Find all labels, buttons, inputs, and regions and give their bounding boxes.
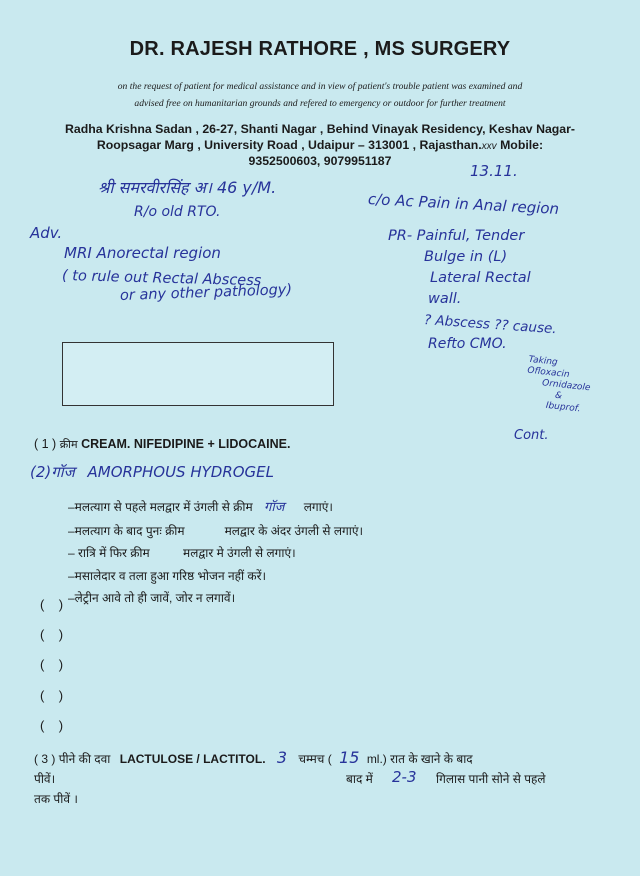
abscess-note: ? Abscess ?? cause. <box>423 312 558 338</box>
medication-2: Ornidazole <box>541 378 591 394</box>
pr-line-4: wall. <box>428 291 462 307</box>
advice-label: Adv. <box>30 224 63 242</box>
continue-note: Cont. <box>514 428 549 443</box>
instruction-4: –मसालेदार व तला हुआ गरिष्ठ भोजन नहीं करें। <box>68 568 267 583</box>
intro-line-2: advised free on humanitarian grounds and refered to emergency or outdoor for further treatment <box>134 98 506 109</box>
patient-details: श्री समरवीरसिंह अ। 46 y/M. <box>98 178 277 197</box>
application-instructions <box>68 496 363 610</box>
blank-slot: ( ) <box>40 718 64 733</box>
instruction-1-end: लगाएं। <box>303 500 333 514</box>
item-3-line-3: तक पीवें । <box>34 792 78 806</box>
blank-slot: ( ) <box>40 657 64 672</box>
spoon-count: 3 <box>276 748 288 767</box>
chief-complaint: c/o Ac Pain in Anal region <box>367 190 560 219</box>
advice-line-2: ( to rule out Rectal Abscess <box>61 268 262 290</box>
referral-note: Refto CMO. <box>428 336 507 352</box>
taking-label: Taking <box>528 354 559 368</box>
medication-3: Ibuprof. <box>545 400 582 415</box>
item-3-drug: LACTULOSE / LACTITOL. <box>119 752 266 766</box>
visit-date: 13.11. <box>470 162 518 180</box>
item-3-line-2 <box>34 769 594 789</box>
patient-residence: R/o old RTO. <box>134 204 221 220</box>
blank-slot: ( ) <box>40 597 64 612</box>
pr-line-2: Bulge in (L) <box>424 249 508 265</box>
item-3-water: गिलास पानी सोने से पहले <box>436 772 546 786</box>
current-medications <box>523 355 593 416</box>
glass-count: 2-3 <box>392 768 417 786</box>
doctor-name-heading: DR. RAJESH RATHORE , MS SURGERY <box>129 38 511 60</box>
item-2-drug: AMORPHOUS HYDROGEL <box>87 463 275 481</box>
instruction-5: –लेट्रीन आवे तो ही जावें, जोर न लगावें। <box>68 591 236 605</box>
blank-slot: ( ) <box>40 688 64 703</box>
prescription-item-2 <box>30 462 274 482</box>
intro-statement <box>50 78 590 112</box>
blank-box <box>62 342 334 406</box>
mobile-label: Mobile: <box>500 137 544 152</box>
blank-slot: ( ) <box>40 627 64 642</box>
item-1-type: क्रीम <box>59 439 78 451</box>
medication-1: Ofloxacin <box>526 365 571 381</box>
item-2-prefix: (2)गॉज <box>30 463 75 481</box>
instruction-3: – रात्रि में फिर क्रीम मलद्वार मे उंगली से लगाएं। <box>68 546 296 560</box>
medication-joiner: & <box>554 390 563 402</box>
prescription-item-1 <box>34 437 290 452</box>
instruction-1-fill: गॉज <box>264 500 285 515</box>
advice-line-3: or any other pathology) <box>119 281 293 304</box>
item-3-spoon: चम्मच ( <box>298 752 332 766</box>
prescription-item-3 <box>34 748 594 809</box>
item-3-line-1 <box>34 748 594 769</box>
address-line-2 <box>38 138 602 155</box>
intro-line-1: on the request of patient for medical assistance and in view of patient's trouble patient was examined and <box>117 81 523 92</box>
item-3-drink: पीवें। <box>34 772 56 786</box>
item-3-dose: ml.) रात के खाने के बाद <box>366 752 473 766</box>
instruction-1-text: –मलत्याग से पहले मलद्वार में उंगली से क्रीम <box>68 500 253 514</box>
phone-numbers: 9352500603, 9079951187 <box>248 154 392 168</box>
instruction-1 <box>68 496 363 520</box>
item-3-text: पीने की दवा <box>58 752 111 766</box>
item-1-drug: CREAM. NIFEDIPINE + LIDOCAINE. <box>81 437 291 451</box>
instruction-2: –मलत्याग के बाद पुनः क्रीम मलद्वार के अंदर उंगली से लगाएं। <box>68 523 364 538</box>
advice-line-1: MRI Anorectal region <box>64 244 221 262</box>
item-3-number: ( 3 ) <box>34 752 56 766</box>
item-3-after: बाद में <box>346 772 373 786</box>
pr-line-1: PR- Painful, Tender <box>388 228 525 244</box>
address-line-2-text: Roopsagar Marg , University Road , Udaipur – 313001 , Rajasthan. <box>96 137 482 152</box>
item-1-number: ( 1 ) <box>34 437 57 451</box>
address-line-1: Radha Krishna Sadan , 26-27, Shanti Nagar , Behind Vinayak Residency, Keshav Nagar- <box>64 122 576 136</box>
pr-line-3: Lateral Rectal <box>430 270 531 286</box>
address-suffix: xxv <box>481 140 497 152</box>
ml-value: 15 <box>339 748 360 767</box>
pr-findings <box>388 226 531 310</box>
